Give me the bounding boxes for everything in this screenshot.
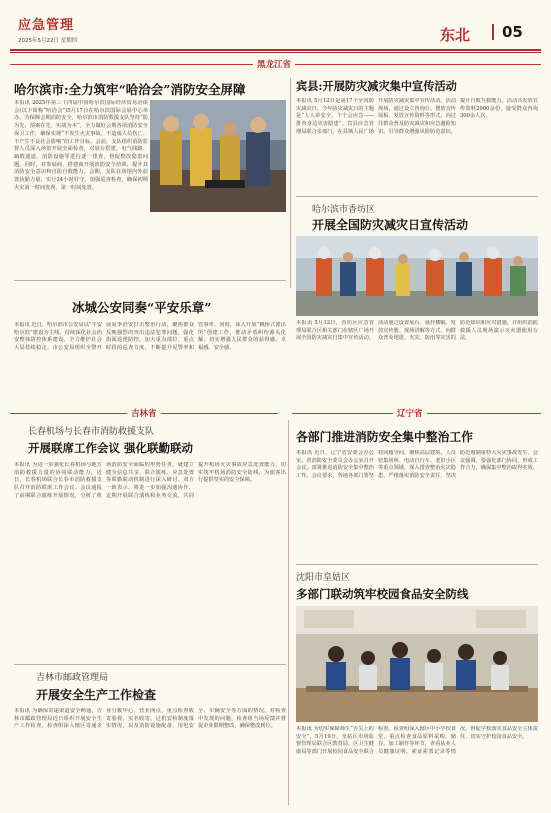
article-5-title: 开展联席工作会议 强化联勤联动: [28, 441, 194, 455]
column-divider: [290, 78, 291, 288]
rule: [14, 664, 286, 665]
article-1-body: 本报讯 2025年第三十四届中国哈尔滨国际经济贸易洽谈会(以下简称“哈洽会”)5月17日在哈尔滨国际会展中心举办。为保障会期消防安全，哈尔滨市消防救援支队坚持“防为先、预案在先、实战为本“，全力做好会期各项消防安全保卫工作，确保实现“不发生火灾事故、不造成人员伤亡、不产生不良社会影响”的工作目标。会前，支队组织消防监督人员深入场馆开展全面检查，对展台搭建、电气线路、疏散通道、消防设施等进行逐一排查，督促整改隐患问题。同时，对参展商、搭建商开展消防安全培训，提升其消防安全意识和自防自救能力。会期，支队在场馆内外前置执勤力量，实行24小时驻守，加强巡查检查，确保初期火灾第一时间发现、第一时间处置。: [14, 100, 148, 191]
article-5-body: 本报讯 为进一步强化长春机场与地方消防救援力量的协同联动能力，近日，长春机场联合长春市消防救援支队召开消防联席工作会议。会议通报了前期联合演练开展情况，分析了机场消防安全面临的形势任务，就建立健全信息共享、联合演练、应急处置等联勤联动机制进行深入研讨。双方一致表示，将进一步加强沟通协作，定期开展联合演练和业务交流，共同提升机场火灾事故应急处置能力，切实筑牢机场消防安全防线，为旅客出行提供坚实的安全保障。: [14, 462, 286, 499]
article-3-kicker: 哈尔滨市香坊区: [312, 205, 376, 215]
column-divider: [288, 420, 289, 805]
article-6-title: 开展安全生产工作检查: [36, 688, 157, 702]
page-number: 05: [502, 23, 523, 41]
article-8-kicker: 沈阳市皇姑区: [296, 573, 351, 583]
article-2-body: 本报讯 5月12日是第17个全国防灾减灾日，今年防灾减灾日的主题是“人人讲安全、个个会应急——排查身边灾害隐患”。宾县应急管理局联合多部门，在县城人民广场开展防灾减灾集中宣传活动。活动现场，通过设立咨询台、摆放宣传展板、发放宣传资料等形式，向过往群众普及防灾减灾和应急避险知识，引导群众增强风险防范意识，提升自救互救能力。活动共发放宣传资料2000余份，接受群众咨询300余人次。: [296, 98, 538, 135]
header-rule-thin: [10, 52, 541, 53]
article-3-photo: [296, 236, 538, 316]
header-divider: [492, 24, 494, 40]
rule: [296, 196, 538, 197]
issue-date: 2025年5月22日 星期四: [18, 38, 78, 44]
article-4-title: 冰城公安同奏“平安乐章”: [72, 300, 212, 315]
article-8-body: 本报讯 为切实保障师生“舌尖上的安全”，5月19日，皇姑区市场监督管理局联合区教育局、区卫生健康局等部门开展校园食品安全联合检查。检查组深入辖区中小学校食堂，重点检查食品原料采购、储存、加工制作等环节，查看从业人员健康证明、索证索票记录等情况，督促学校落实食品安全主体责任，切实守护校园食品安全。: [296, 726, 538, 756]
article-6-body: 本报讯 为确保寄递渠道安全畅通，吉林市邮政管理局近日组织开展安全生产工作检查。检查组深入辖区寄递企业分拨中心、营业网点，重点检查收寄验视、实名收寄、过机安检制度落实情况，以及消防设施配备、用电安全、车辆安全等方面的情况。对检查中发现的问题，检查组当场反馈并督促企业限期整改，确保整改到位。: [14, 708, 286, 730]
article-6-kicker: 吉林市邮政管理局: [36, 673, 109, 683]
section-label-heilongjiang: 黑龙江省: [253, 58, 295, 70]
section-title: 应急管理: [18, 18, 75, 33]
article-7-body: 本报讯 近日，辽宁省安委会办公室、省消防安全委员会办公室召开会议，部署推进消防安全集中整治工作。会议要求，各地各部门要坚持问题导向，聚焦高层建筑、人员密集场所、电动自行车、老旧小区等重点领域，深入排查整治火灾隐患，严格落实消防安全责任，坚决防范遏制重特大火灾事故发生。会议强调，要强化部门协同，形成工作合力，确保集中整治取得实效。: [296, 450, 538, 480]
rule: [296, 564, 538, 565]
article-1-title: 哈尔滨市:全力筑牢“哈洽会”消防安全屏障: [14, 82, 246, 97]
section-label-liaoning: 辽宁省: [393, 407, 427, 419]
region-label: 东北: [440, 26, 471, 44]
article-3-body: 本报讯 5月12日，香坊区应急管理局联合区相关部门在辖区广场开展全国防灾减灾日集中宣传活动。活动通过设置展台、悬挂横幅、发放宣传册、现场讲解等方式，向群众普及地震、火灾、防汛等灾害的防范知识和应对措施，并组织消防救援人员现场演示灭火器使用方法。: [296, 320, 538, 342]
article-5-kicker: 长春机场与长春市消防救援支队: [28, 427, 155, 437]
article-8-title: 多部门联动筑牢校园食品安全防线: [296, 587, 469, 601]
article-1-body-continued: [150, 214, 286, 270]
article-7-title: 各部门推进消防安全集中整治工作: [296, 430, 473, 444]
article-2-title: 宾县:开展防灾减灾集中宣传活动: [296, 79, 457, 93]
header-rule: [10, 49, 541, 51]
article-8-photo: [296, 606, 538, 722]
rule: [14, 280, 286, 281]
article-3-title: 开展全国防灾减灾日宣传活动: [312, 218, 469, 232]
article-4-body: 本报讯 近日，哈尔滨市公安局以“平安哈尔滨”建设为主线，持续深化社会治安整体防控体系建设，全力维护社会大局持续稳定。市公安局组织全警开展夏季治安打击整治行动，聚焦群众反映强烈的突出违法犯罪问题，强化街面巡逻防控，加大重点部位、重点时段的巡查力度，不断提升见警率和管事率。同时，深入开展“枫桥式派出所”创建工作，推动矛盾纠纷源头化解，切实增强人民群众的获得感、幸福感、安全感。: [14, 322, 286, 352]
article-1-photo: [150, 100, 286, 212]
section-label-jilin: 吉林省: [127, 407, 161, 419]
